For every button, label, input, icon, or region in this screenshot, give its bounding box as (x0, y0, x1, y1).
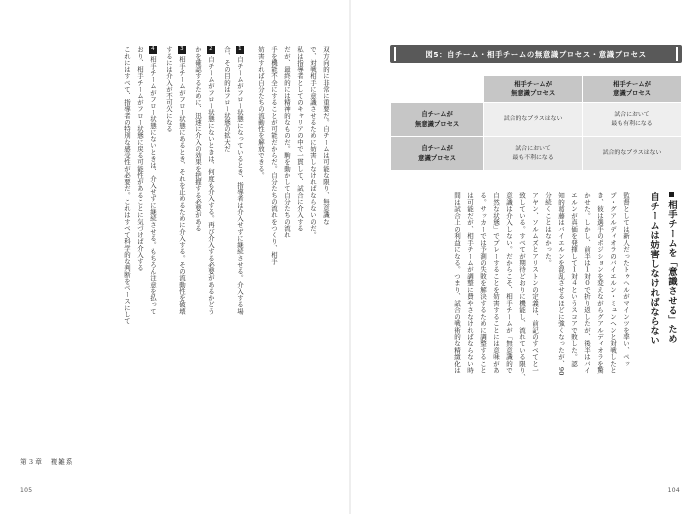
section-headline (644, 192, 680, 442)
cell-line-1: 試合的なプラスはない (602, 150, 662, 157)
right-text-column: 監督としては新人だったトゥヘルがマインツを率い、ペッ (622, 192, 630, 367)
row-header-line-2: 意識プロセス (418, 154, 456, 162)
table-row-header (391, 137, 484, 171)
left-text-column: 双方向的に非常に重要だ。自チームは可能な限り、無意識な (322, 46, 330, 225)
list-item (146, 46, 159, 428)
cell-line-1: 試合において (515, 145, 551, 152)
right-text-column: プ・グアルディオラのバイエルン・ミュンヘンと対戦したと (609, 192, 617, 374)
table-header-row (391, 76, 682, 103)
figure-caption-bar (390, 45, 682, 63)
left-text-column: かを確認するために、迅速に介入の効果を把握する必要がある (194, 46, 202, 232)
cell-line-1: 試合的なプラスはない (503, 116, 563, 123)
table-row (391, 137, 682, 171)
right-text-column: かせた。しかし、前半は１対０で折り返したが、後半はバイ (583, 192, 591, 374)
table-cell (484, 103, 583, 137)
left-text-column: 私は指導者としてのキャリアの中で一貫して、試合に介入する (296, 46, 304, 232)
list-item (204, 46, 217, 428)
list-item-body: 自チームがフロー状態にないときは、何度も介入する。再び介入する必要があるかどう (207, 56, 215, 315)
right-text-column: る。サッカーでは予測の失敗を解決するために調整すること (479, 192, 487, 374)
list-item-body: 相手チームがフロー状態にあるとき、それを止めるために介入する。その流動性を破壊 (178, 56, 186, 315)
list-marker: 3 (180, 46, 184, 53)
headline-line-2: 自チームは妨害しなければならない (648, 192, 660, 346)
running-head-chapter: 第３章 複雑系 (20, 458, 74, 466)
left-text-column: 妨害すれば自分たちの流動性を解放できる。 (257, 46, 265, 179)
right-text-column: 自然な状態」でプレーすることを妨害することには意味があ (492, 192, 500, 374)
left-text-column: で、対戦相手に意識させるために妨害しなければならないのだ。 (309, 46, 317, 239)
left-text-column: おり、相手チームがフロー状態に戻る可能性があることに気づけば介入する (136, 46, 144, 272)
right-text-column: エルンが真価を発揮して１対４というスコアで敗した。認 (570, 192, 578, 367)
right-text-column: 分続くことはなかった。 (544, 192, 552, 267)
figure-matrix-table (390, 75, 682, 171)
list-item (175, 46, 188, 428)
page-number-right: 104 (667, 487, 680, 494)
table-cell (583, 103, 682, 137)
left-text-column: これにはすべて、指導者の特別な感受性が必要だ。これはすべて科学的な判断をベースにして (123, 46, 131, 325)
list-item-text (146, 46, 159, 428)
column-header-line-2: 無意識プロセス (511, 90, 556, 97)
cell-line-1: 試合において (614, 111, 650, 118)
right-page-text-block (372, 192, 632, 442)
left-text-column: 手を機能不全にすることが可能だからだ。自分たちの流れをつくり、相手 (270, 46, 278, 265)
cell-line-2: 最も有利になる (611, 120, 653, 127)
list-marker: 2 (209, 46, 213, 53)
list-item-body: 相手チームがフロー状態にないときは、介入せずに継続させる。もちろん注意を払って (149, 56, 157, 315)
table-row (391, 103, 682, 137)
right-text-column: 間は試合上の利益になる。つまり、試合の戦術的な精緻化は (453, 192, 461, 374)
right-text-column: 知的葛藤はバイエルンを混乱させるほどに強くなったが、90 (557, 192, 565, 376)
right-text-column: 致している。すべてが期待どおりに機能し、流れている限り、 (518, 192, 526, 381)
left-text-column: するには介入が不可欠になる (165, 46, 173, 133)
left-text-column: だが、最終的には精神的なものだ。駒を動かして自分たちの流れ (283, 46, 291, 239)
table-column-header (484, 76, 583, 103)
cell-line-2: 最も不利になる (512, 154, 554, 161)
table-corner-cell (391, 76, 484, 103)
headline-line-1-text: 相手チームを「意識させる」ため (666, 200, 677, 344)
right-text-column: き、彼は選手のポジションを変えながらグアルディオラを驚 (596, 192, 604, 374)
row-header-line-1: 自チームが (421, 145, 453, 153)
table-row-header (391, 103, 484, 137)
list-marker: 4 (151, 46, 155, 53)
left-text-column: 合、その目的はフロー状態の拡大だ (223, 46, 231, 152)
table-cell (583, 137, 682, 171)
figure-caption-text: 図5：自チーム・相手チームの無意識プロセス・意識プロセス (425, 49, 647, 59)
list-item-body: 自チームがフロー状態になっているとき、指導者は介入せずに継続させる。介入する場 (236, 56, 244, 315)
right-text-column: 意識は介入しない。だからこそ、相手チームが「無意識的で (505, 192, 513, 374)
left-page-text-block (32, 46, 332, 428)
row-header-line-2: 無意識プロセス (415, 120, 460, 128)
table-column-header (583, 76, 682, 103)
page-number-left: 105 (20, 487, 33, 494)
right-page (350, 0, 700, 514)
column-header-line-2: 意識プロセス (613, 90, 651, 97)
table-cell (484, 137, 583, 171)
list-marker: 1 (238, 46, 242, 53)
list-item-text (175, 46, 188, 428)
row-header-line-1: 自チームが (421, 111, 453, 119)
column-header-line-1: 相手チームが (514, 80, 552, 88)
headline-bullet-icon (669, 192, 674, 197)
list-item-text (204, 46, 217, 428)
figure-block (390, 45, 682, 171)
list-item (233, 46, 246, 428)
headline-line-1 (662, 192, 680, 442)
list-item-text (233, 46, 246, 428)
column-header-line-1: 相手チームが (613, 80, 651, 88)
right-text-column: アヤン、ソルムズとアリストンの定義は、前記のすべてと一 (531, 192, 539, 374)
right-text-column: は可能だが、相手チームが調整に費やさなければならない時 (466, 192, 474, 374)
numbered-list (133, 46, 249, 428)
